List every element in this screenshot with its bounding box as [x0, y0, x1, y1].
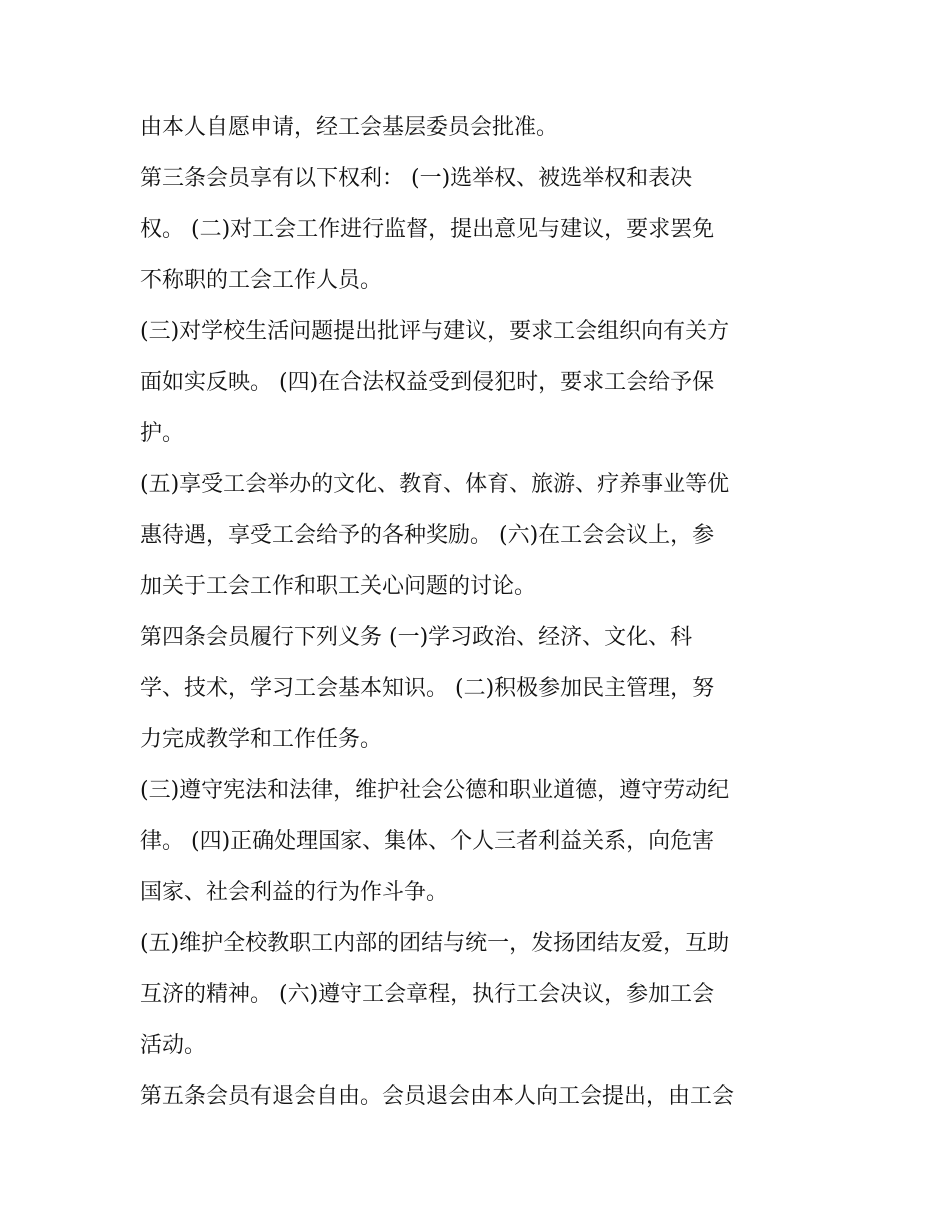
text-line: 国家、社会利益的行为作斗争。 — [140, 880, 449, 905]
text-line: 学、技术，学习工会基本知识。 (二)积极参加民主管理，努 — [140, 676, 715, 701]
text-line: 力完成教学和工作任务。 — [140, 727, 383, 752]
text-line: 第四条会员履行下列义务 (一)学习政治、经济、文化、科 — [140, 625, 693, 650]
text-line: 面如实反映。 (四)在合法权益受到侵犯时，要求工会给予保 — [140, 370, 715, 395]
text-line: 惠待遇，享受工会给予的各种奖励。 (六)在工会会议上，参 — [140, 523, 715, 548]
text-line: 第三条会员享有以下权利： (一)选举权、被选举权和表决 — [140, 166, 693, 191]
text-line: 护。 — [140, 421, 185, 446]
text-line: (五)享受工会举办的文化、教育、体育、旅游、疗养事业等优 — [140, 472, 730, 497]
text-line: (三)对学校生活问题提出批评与建议，要求工会组织向有关方 — [140, 319, 730, 344]
text-line: 由本人自愿申请，经工会基层委员会批准。 — [140, 115, 559, 140]
text-line: 互济的精神。 (六)遵守工会章程，执行工会决议，参加工会 — [140, 982, 715, 1007]
text-line: 加关于工会工作和职工关心问题的讨论。 — [140, 574, 537, 599]
text-line: 权。 (二)对工会工作进行监督，提出意见与建议，要求罢免 — [140, 217, 715, 242]
text-line: 律。 (四)正确处理国家、集体、个人三者利益关系，向危害 — [140, 829, 715, 854]
text-line: (三)遵守宪法和法律，维护社会公德和职业道德，遵守劳动纪 — [140, 778, 730, 803]
text-line: (五)维护全校教职工内部的团结与统一，发扬团结友爱，互助 — [140, 931, 730, 956]
text-line: 第五条会员有退会自由。会员退会由本人向工会提出，由工会 — [140, 1084, 735, 1109]
text-line: 活动。 — [140, 1033, 207, 1058]
text-line: 不称职的工会工作人员。 — [140, 268, 383, 293]
